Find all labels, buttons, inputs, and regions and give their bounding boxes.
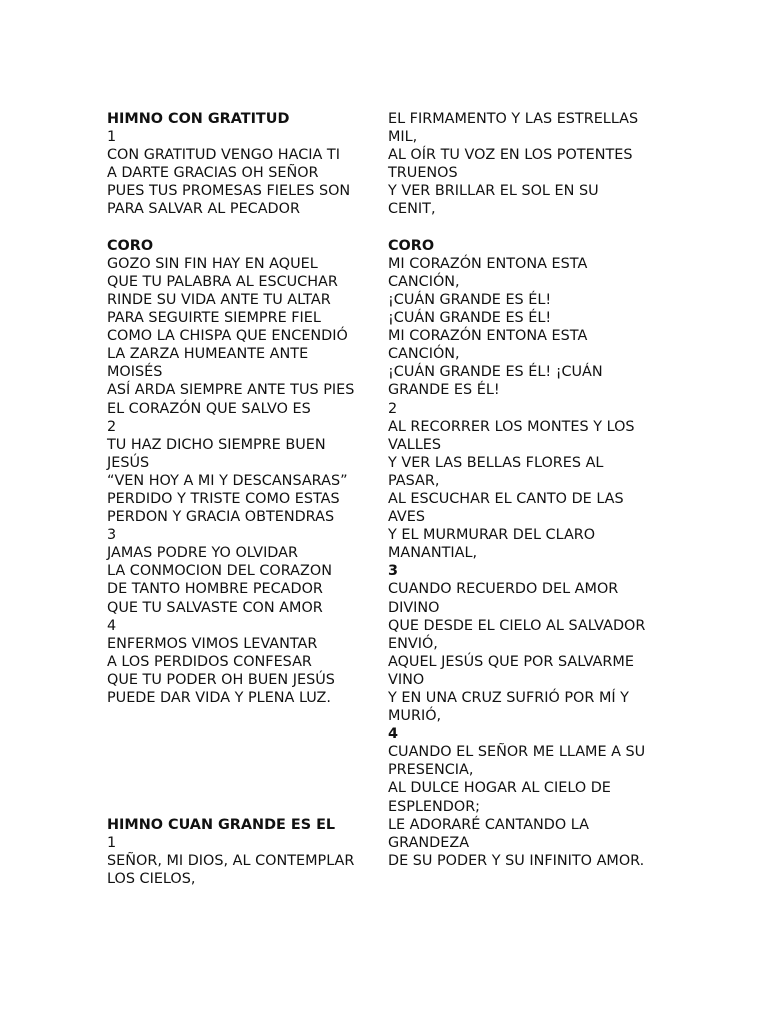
lyric-line: SEÑOR, MI DIOS, AL CONTEMPLAR <box>107 852 355 869</box>
lyric-line: CANCIÓN, <box>388 273 460 290</box>
lyric-line: ENFERMOS VIMOS LEVANTAR <box>107 635 318 652</box>
lyric-line: 1 <box>107 129 117 146</box>
lyric-line: COMO LA CHISPA QUE ENCENDIÓ <box>107 328 348 345</box>
lyric-line: A LOS PERDIDOS CONFESAR <box>107 653 312 670</box>
lyric-line: RINDE SU VIDA ANTE TU ALTAR <box>107 291 331 308</box>
lyric-line: JAMAS PODRE YO OLVIDAR <box>107 545 298 562</box>
lyric-line: MIL, <box>388 129 418 146</box>
lyric-line: 2 <box>388 400 398 417</box>
verse-block <box>388 255 664 563</box>
lyric-line: MURIÓ, <box>388 708 442 725</box>
lyric-line: ASÍ ARDA SIEMPRE ANTE TUS PIES <box>107 382 355 399</box>
stanza-spacer <box>388 219 664 237</box>
lyric-line: DE TANTO HOMBRE PECADOR <box>107 581 323 598</box>
lyric-line: ¡CUÁN GRANDE ES ÉL! ¡CUÁN <box>388 364 603 381</box>
verse-block <box>107 255 379 707</box>
lyric-line: GOZO SIN FIN HAY EN AQUEL <box>107 255 318 272</box>
stanza-spacer <box>107 707 379 725</box>
lyric-line: CUANDO EL SEÑOR ME LLAME A SU <box>388 744 646 761</box>
verse-number: 4 <box>388 726 399 743</box>
lyric-line: MI CORAZÓN ENTONA ESTA <box>388 328 588 345</box>
verse-block <box>388 110 664 219</box>
lyric-line: PERDIDO Y TRISTE COMO ESTAS <box>107 490 340 507</box>
lyric-line: Y VER LAS BELLAS FLORES AL <box>388 454 604 471</box>
hymn-title: HIMNO CON GRATITUD <box>107 111 290 127</box>
lyric-line: MANANTIAL, <box>388 545 478 562</box>
lyric-line: PASAR, <box>388 472 440 489</box>
lyric-line: 2 <box>107 418 117 435</box>
lyric-line: MI CORAZÓN ENTONA ESTA <box>388 255 588 272</box>
lyric-line: CENIT, <box>388 201 436 218</box>
lyric-line: QUE TU PALABRA AL ESCUCHAR <box>107 273 338 290</box>
lyric-line: 4 <box>107 617 117 634</box>
lyric-line: VINO <box>388 671 425 688</box>
lyric-line: AL RECORRER LOS MONTES Y LOS <box>388 418 635 435</box>
verse-block <box>388 580 664 725</box>
stanza-spacer <box>107 725 379 743</box>
lyric-line: TRUENOS <box>388 165 458 182</box>
lyric-line: PERDON Y GRACIA OBTENDRAS <box>107 509 335 526</box>
lyric-line: LOS CIELOS, <box>107 870 196 887</box>
lyric-line: AL DULCE HOGAR AL CIELO DE <box>388 780 611 797</box>
lyric-line: PARA SEGUIRTE SIEMPRE FIEL <box>107 310 321 327</box>
lyric-line: AQUEL JESÚS QUE POR SALVARME <box>388 653 634 670</box>
lyric-line: “VEN HOY A MI Y DESCANSARAS” <box>107 472 348 489</box>
lyric-line: EL FIRMAMENTO Y LAS ESTRELLAS <box>388 111 639 127</box>
lyric-line: MOISÉS <box>107 364 163 381</box>
lyric-line: LE ADORARÉ CANTANDO LA <box>388 816 589 833</box>
lyric-line: PUES TUS PROMESAS FIELES SON <box>107 183 351 200</box>
lyric-line: AL ESCUCHAR EL CANTO DE LAS <box>388 490 624 507</box>
lyric-line: VALLES <box>388 436 442 453</box>
lyric-line: 3 <box>107 527 117 544</box>
lyric-line: DE SU PODER Y SU INFINITO AMOR. <box>388 852 645 869</box>
stanza-spacer <box>107 779 379 797</box>
lyric-line: LA CONMOCION DEL CORAZON <box>107 563 332 580</box>
lyric-line: Y VER BRILLAR EL SOL EN SU <box>388 183 599 200</box>
lyric-line: CANCIÓN, <box>388 346 460 363</box>
stanza-spacer <box>107 219 379 237</box>
lyric-line: DIVINO <box>388 599 440 616</box>
verse-block <box>107 834 379 888</box>
lyric-line: PARA SALVAR AL PECADOR <box>107 201 300 218</box>
left-column <box>107 110 379 888</box>
lyric-line: LA ZARZA HUMEANTE ANTE <box>107 346 309 363</box>
verse-block <box>388 743 664 870</box>
lyric-line: CON GRATITUD VENGO HACIA TI <box>107 147 340 164</box>
stanza-spacer <box>107 798 379 816</box>
chorus-label: CORO <box>107 237 154 254</box>
verse-number: 3 <box>388 563 399 580</box>
lyric-line: CUANDO RECUERDO DEL AMOR <box>388 581 619 598</box>
lyric-line: QUE TU SALVASTE CON AMOR <box>107 599 323 616</box>
chorus-label: CORO <box>388 237 435 254</box>
lyric-line: QUE DESDE EL CIELO AL SALVADOR <box>388 617 646 634</box>
lyric-line: A DARTE GRACIAS OH SEÑOR <box>107 165 319 182</box>
lyric-line: 1 <box>107 834 117 851</box>
lyric-line: QUE TU PODER OH BUEN JESÚS <box>107 671 335 688</box>
lyric-line: Y EN UNA CRUZ SUFRIÓ POR MÍ Y <box>388 690 629 706</box>
lyric-line: GRANDEZA <box>388 834 470 851</box>
lyric-line: ENVIÓ, <box>388 635 438 652</box>
lyric-line: Y EL MURMURAR DEL CLARO <box>388 527 596 544</box>
hymn-title: HIMNO CUAN GRANDE ES EL <box>107 816 336 833</box>
lyric-line: PUEDE DAR VIDA Y PLENA LUZ. <box>107 690 331 706</box>
right-column <box>388 110 664 870</box>
lyric-line: JESÚS <box>107 454 150 471</box>
lyric-line: AVES <box>388 509 425 526</box>
stanza-spacer <box>107 761 379 779</box>
verse-block <box>107 128 379 218</box>
lyric-line: TU HAZ DICHO SIEMPRE BUEN <box>107 436 326 453</box>
stanza-spacer <box>107 743 379 761</box>
lyric-line: AL OÍR TU VOZ EN LOS POTENTES <box>388 147 633 164</box>
lyric-line: ¡CUÁN GRANDE ES ÉL! <box>388 291 552 308</box>
lyric-line: ¡CUÁN GRANDE ES ÉL! <box>388 310 552 327</box>
lyric-line: GRANDE ES ÉL! <box>388 382 500 399</box>
lyric-line: EL CORAZÓN QUE SALVO ES <box>107 400 311 417</box>
lyric-line: ESPLENDOR; <box>388 798 481 815</box>
lyric-line: PRESENCIA, <box>388 762 474 779</box>
